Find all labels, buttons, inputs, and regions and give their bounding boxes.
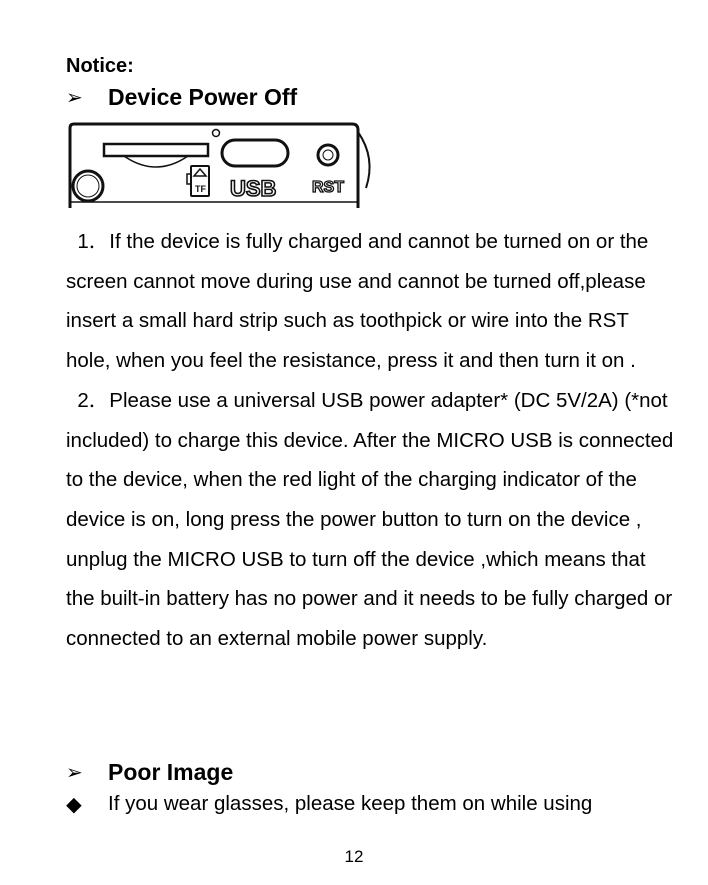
instruction-paragraph-1: 1．If the device is fully charged and cannot be turned on or the screen cannot move during use and cannot be turned off,please insert a small hard strip such as toothpick or wire into the RST hole, when you feel the resistance, press it and then turn it on .	[66, 230, 649, 373]
tf-label: TF	[195, 184, 206, 194]
instruction-text	[66, 222, 676, 659]
section-heading-poor-image	[66, 759, 233, 786]
bullet-item	[66, 792, 592, 817]
indicator-hole	[213, 130, 220, 137]
rst-label: RST	[312, 179, 344, 196]
tf-card-slot	[104, 144, 208, 156]
bullet-text: If you wear glasses, please keep them on while using	[108, 792, 593, 815]
usb-label: USB	[230, 176, 277, 201]
section-title: Device Power Off	[108, 84, 298, 110]
diamond-bullet-icon: ◆	[66, 793, 82, 816]
tf-card-slot-arc	[124, 156, 188, 167]
arrow-bullet-icon: ➢	[66, 87, 83, 109]
arrow-bullet-icon: ➢	[66, 762, 83, 784]
section-heading-power-off	[66, 84, 297, 111]
micro-usb-port	[222, 140, 288, 166]
device-ports-diagram	[66, 118, 378, 214]
instruction-paragraph-2: 2．Please use a universal USB power adapter* (DC 5V/2A) (*not included) to charge this device. After the MICRO USB is connected to the device, when the red light of the charging indicator of the device is on, long press the power button to turn on the device , unplug the MICRO USB to turn off the device ,which means that the built-in battery has no power and it needs to be fully charged or connected to an external mobile power supply.	[66, 388, 674, 651]
notice-label: Notice:	[66, 55, 134, 77]
device-right-curve	[358, 132, 370, 188]
page-number: 12	[344, 847, 364, 866]
section-title: Poor Image	[108, 759, 234, 785]
reset-hole	[318, 145, 338, 165]
